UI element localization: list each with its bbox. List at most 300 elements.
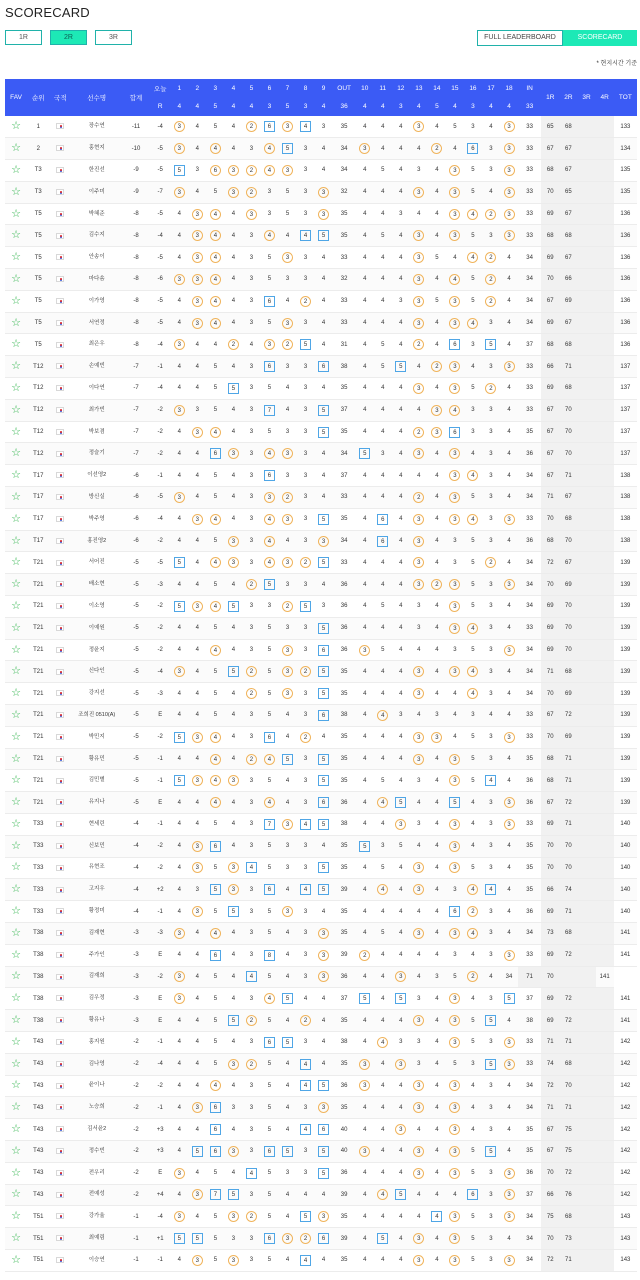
fav-cell[interactable] [5,1010,27,1032]
fav-cell[interactable] [5,1249,27,1271]
fav-cell[interactable] [5,247,27,269]
birdie-circle: 3 [449,318,460,329]
full-leaderboard-button[interactable]: FULL LEADERBOARD [477,30,563,46]
fav-cell[interactable] [5,116,27,138]
player-name[interactable]: 이가영 [72,290,122,312]
fav-cell[interactable] [5,770,27,792]
total-score: -5 [122,639,150,661]
round4-score [596,661,614,683]
star-icon[interactable]: ☆ [11,1035,22,1048]
fav-cell[interactable] [5,705,27,727]
star-icon[interactable]: ☆ [11,578,22,591]
star-icon[interactable]: ☆ [11,730,22,743]
hole-score: 5 [464,487,482,509]
hole-score [188,770,206,792]
star-icon[interactable]: ☆ [11,316,22,329]
hole-score [224,1140,242,1162]
hole-score [297,1075,315,1097]
col-hole: 9 [315,79,333,97]
in-score: 33 [518,203,541,225]
round2-score: 68 [559,661,577,683]
total-score: -5 [122,552,150,574]
fav-cell[interactable] [5,683,27,705]
fav-cell[interactable] [5,792,27,814]
hole-score: 4 [374,290,392,312]
player-name[interactable]: 강지선 [72,683,122,705]
nation-cell [49,334,71,356]
player-name[interactable]: 방신실 [72,487,122,509]
star-icon[interactable]: ☆ [11,1188,22,1201]
player-name[interactable]: 윤이나 [72,1075,122,1097]
birdie-circle: 4 [264,230,275,241]
out-score: 34 [333,138,356,160]
total-score: -2 [122,1031,150,1053]
star-icon[interactable]: ☆ [11,1014,22,1027]
player-name[interactable]: 최예림 [72,1228,122,1250]
hole-score: 3 [297,901,315,923]
hole-score [446,574,464,596]
fav-cell[interactable] [5,508,27,530]
hole-score [224,901,242,923]
star-icon[interactable]: ☆ [11,643,22,656]
scorecard-button[interactable]: SCORECARD [563,30,637,46]
korea-flag-icon [56,930,64,936]
hole-score: 4 [374,1140,392,1162]
player-name[interactable]: 이주미 [72,181,122,203]
birdie-circle: 3 [449,1211,460,1222]
fav-cell[interactable] [5,1184,27,1206]
star-icon[interactable]: ☆ [11,338,22,351]
player-name[interactable]: 박주영 [72,508,122,530]
star-icon[interactable]: ☆ [11,294,22,307]
birdie-circle: 3 [192,318,203,329]
star-icon[interactable]: ☆ [11,490,22,503]
fav-cell[interactable] [5,748,27,770]
star-icon[interactable]: ☆ [11,948,22,961]
player-name[interactable]: 황정미 [72,901,122,923]
birdie-circle: 3 [282,666,293,677]
fav-cell[interactable] [5,443,27,465]
player-name[interactable]: 이예원 [72,617,122,639]
star-icon[interactable]: ☆ [11,1166,22,1179]
player-name[interactable]: 현세린 [72,814,122,836]
fav-cell[interactable] [5,1075,27,1097]
hole-score [170,596,188,618]
rank-cell: T21 [27,574,49,596]
tot-score: 136 [614,225,637,247]
bogey-square: 5 [485,1146,496,1157]
hole-score: 5 [206,661,224,683]
player-name[interactable]: 홍현지 [72,138,122,160]
hole-score [170,922,188,944]
total-score: -5 [122,596,150,618]
today-score: -1 [150,1031,170,1053]
star-icon[interactable]: ☆ [11,905,22,918]
star-icon[interactable]: ☆ [11,687,22,700]
fav-cell[interactable] [5,1140,27,1162]
fav-cell[interactable] [5,1053,27,1075]
star-icon[interactable]: ☆ [11,1123,22,1136]
fav-cell[interactable] [5,639,27,661]
star-icon[interactable]: ☆ [11,621,22,634]
today-score: -2 [150,421,170,443]
player-name[interactable]: 장수연 [72,116,122,138]
in-score: 37 [518,1184,541,1206]
tab-round-1[interactable]: 1R [5,30,42,45]
star-icon[interactable]: ☆ [11,970,22,983]
star-icon[interactable]: ☆ [11,883,22,896]
birdie-circle: 2 [431,361,442,372]
player-name[interactable]: 박보겸 [72,421,122,443]
birdie-circle: 4 [210,775,221,786]
hole-score: 4 [188,1119,206,1141]
star-icon[interactable]: ☆ [11,251,22,264]
fav-cell[interactable] [5,225,27,247]
star-icon[interactable]: ☆ [11,142,22,155]
hole-score: 4 [356,160,374,182]
hole-score: 3 [297,312,315,334]
star-icon[interactable]: ☆ [11,1232,22,1245]
tab-round-3[interactable]: 3R [95,30,132,45]
player-name[interactable]: 김민별 [72,770,122,792]
hole-score: 5 [260,661,278,683]
col-hole: 16 [464,79,482,97]
player-name[interactable]: 정윤지 [72,639,122,661]
player-name[interactable]: 김서윤2 [72,1119,122,1141]
star-icon[interactable]: ☆ [11,1253,22,1266]
fav-cell[interactable] [5,290,27,312]
player-name[interactable]: 홍지원 [72,1031,122,1053]
hole-score: 3 [464,116,482,138]
birdie-circle: 2 [359,950,370,961]
hole-score: 3 [446,879,464,901]
fav-cell[interactable] [5,552,27,574]
nation-cell [49,1249,71,1271]
player-name[interactable]: 조희진 0510(A) [72,705,122,727]
fav-cell[interactable] [5,596,27,618]
round4-score [596,116,614,138]
player-name[interactable]: 신다인 [72,661,122,683]
player-name[interactable]: 노승희 [72,1097,122,1119]
fav-cell[interactable] [5,269,27,291]
player-name[interactable]: 박민지 [72,726,122,748]
round3-score [577,1228,595,1250]
fav-cell[interactable] [5,835,27,857]
hole-score: 4 [356,225,374,247]
fav-cell[interactable] [5,726,27,748]
fav-cell[interactable] [5,160,27,182]
hole-score: 4 [428,661,446,683]
player-name[interactable]: 배소현 [72,574,122,596]
star-icon[interactable]: ☆ [11,360,22,373]
fav-cell[interactable] [5,487,27,509]
birdie-circle: 4 [467,884,478,895]
birdie-circle: 4 [377,1037,388,1048]
fav-cell[interactable] [5,378,27,400]
fav-cell[interactable] [5,966,27,988]
star-icon[interactable]: ☆ [11,229,22,242]
total-score: -5 [122,705,150,727]
fav-cell[interactable] [5,203,27,225]
round1-score: 70 [541,857,559,879]
star-icon[interactable]: ☆ [11,992,22,1005]
hole-score [446,814,464,836]
birdie-circle: 2 [431,143,442,154]
player-name[interactable]: 김재현 [72,922,122,944]
player-name[interactable]: 최은우 [72,334,122,356]
player-name[interactable]: 정슬기 [72,443,122,465]
hole-score: 4 [170,225,188,247]
birdie-circle: 2 [413,427,424,438]
star-icon[interactable]: ☆ [11,665,22,678]
fav-cell[interactable] [5,1031,27,1053]
hole-score: 4 [428,203,446,225]
star-icon[interactable]: ☆ [11,1057,22,1070]
round4-score [596,356,614,378]
hole-score [374,705,392,727]
hole-score: 4 [428,944,446,966]
fav-cell[interactable] [5,181,27,203]
star-icon[interactable]: ☆ [11,120,22,133]
player-name[interactable]: 한진선 [72,160,122,182]
hole-score: 4 [170,617,188,639]
hole-score: 5 [464,726,482,748]
player-row [5,944,637,966]
birdie-circle: 3 [504,1255,515,1266]
total-score: -1 [122,1228,150,1250]
fav-cell[interactable] [5,617,27,639]
star-icon[interactable]: ☆ [11,272,22,285]
birdie-circle: 4 [264,514,275,525]
fav-cell[interactable] [5,988,27,1010]
star-icon[interactable]: ☆ [11,163,22,176]
hole-score [224,857,242,879]
fav-cell[interactable] [5,879,27,901]
birdie-circle: 3 [174,971,185,982]
player-name[interactable]: 김나영 [72,1053,122,1075]
fav-cell[interactable] [5,1228,27,1250]
bogey-square: 8 [264,950,275,961]
birdie-circle: 3 [192,1255,203,1266]
hole-score: 3 [242,726,260,748]
bogey-square: 4 [300,121,311,132]
total-score: -7 [122,443,150,465]
hole-score: 4 [356,705,374,727]
star-icon[interactable]: ☆ [11,512,22,525]
birdie-circle: 2 [246,754,257,765]
hole-score [170,138,188,160]
hole-score [446,1206,464,1228]
scorecard-table [5,79,637,1272]
today-score: -4 [150,225,170,247]
star-icon[interactable]: ☆ [11,839,22,852]
hole-score: 4 [356,269,374,291]
player-name[interactable]: 김우정 [72,988,122,1010]
star-icon[interactable]: ☆ [11,447,22,460]
hole-score [170,160,188,182]
hole-score [464,966,482,988]
korea-flag-icon [56,1257,64,1263]
star-icon[interactable]: ☆ [11,534,22,547]
player-name[interactable]: 이승연 [72,1249,122,1271]
hole-score: 5 [260,835,278,857]
player-name[interactable]: 주가인 [72,944,122,966]
bogey-square: 5 [282,754,293,765]
hole-score: 4 [410,203,428,225]
player-name[interactable]: 손예빈 [72,356,122,378]
hole-score: 5 [464,1140,482,1162]
star-icon[interactable]: ☆ [11,1079,22,1092]
star-icon[interactable]: ☆ [11,599,22,612]
fav-cell[interactable] [5,922,27,944]
fav-cell[interactable] [5,944,27,966]
player-name[interactable]: 황유민 [72,748,122,770]
hole-score [356,944,374,966]
hole-score: 4 [297,1184,315,1206]
nation-cell [49,574,71,596]
hole-score: 4 [170,835,188,857]
col-hole: 3 [206,79,224,97]
fav-cell[interactable] [5,814,27,836]
player-name[interactable]: 김수지 [72,225,122,247]
fav-cell[interactable] [5,421,27,443]
tab-round-2[interactable]: 2R [50,30,87,45]
star-icon[interactable]: ☆ [11,796,22,809]
star-icon[interactable]: ☆ [11,1210,22,1223]
hole-score: 4 [356,1119,374,1141]
hole-score [170,770,188,792]
player-name[interactable]: 전우리 [72,1162,122,1184]
player-name[interactable]: 신보민 [72,835,122,857]
player-name[interactable]: 홍진영2 [72,530,122,552]
fav-cell[interactable] [5,530,27,552]
hole-score: 4 [188,1010,206,1032]
player-name[interactable]: 이소영 [72,596,122,618]
birdie-circle: 4 [210,1080,221,1091]
fav-cell[interactable] [5,334,27,356]
fav-cell[interactable] [5,1206,27,1228]
star-icon[interactable]: ☆ [11,469,22,482]
star-icon[interactable]: ☆ [11,381,22,394]
korea-flag-icon [56,1192,64,1198]
star-icon[interactable]: ☆ [11,1144,22,1157]
hole-score [500,1184,518,1206]
player-name[interactable]: 이선영2 [72,465,122,487]
star-icon[interactable]: ☆ [11,861,22,874]
rank-cell: T12 [27,378,49,400]
birdie-circle: 3 [192,209,203,220]
star-icon[interactable]: ☆ [11,425,22,438]
fav-cell[interactable] [5,1097,27,1119]
hole-score [482,290,500,312]
hole-score [428,1206,446,1228]
round4-score [596,160,614,182]
in-score: 33 [518,1031,541,1053]
player-name[interactable]: 유현조 [72,857,122,879]
player-name[interactable]: 강가율 [72,1206,122,1228]
star-icon[interactable]: ☆ [11,207,22,220]
in-score: 38 [518,1010,541,1032]
player-name[interactable]: 서어진 [72,552,122,574]
fav-cell[interactable] [5,901,27,923]
player-name[interactable]: 박혜준 [72,203,122,225]
star-icon[interactable]: ☆ [11,556,22,569]
player-name[interactable]: 고지우 [72,879,122,901]
hole-score: 4 [374,116,392,138]
player-row [5,247,637,269]
star-icon[interactable]: ☆ [11,774,22,787]
fav-cell[interactable] [5,399,27,421]
fav-cell[interactable] [5,857,27,879]
hole-score: 4 [392,116,410,138]
player-name[interactable]: 유지나 [72,792,122,814]
hole-score [446,160,464,182]
star-icon[interactable]: ☆ [11,403,22,416]
fav-cell[interactable] [5,356,27,378]
round2-score: 68 [559,1053,577,1075]
birdie-circle: 3 [504,230,515,241]
fav-cell[interactable] [5,465,27,487]
round4-score [596,552,614,574]
star-icon[interactable]: ☆ [11,926,22,939]
player-name[interactable]: 황유나 [72,1010,122,1032]
fav-cell[interactable] [5,1119,27,1141]
korea-flag-icon [56,1235,64,1241]
birdie-circle: 3 [228,884,239,895]
col-rank: 순위 [27,79,49,116]
hole-score: 4 [356,770,374,792]
player-name[interactable]: 서연정 [72,312,122,334]
total-score: -10 [122,138,150,160]
hole-score: 4 [224,705,242,727]
birdie-circle: 3 [449,841,460,852]
birdie-circle: 4 [467,470,478,481]
hole-score [315,1206,333,1228]
hole-score: 4 [374,1119,392,1141]
star-icon[interactable]: ☆ [11,817,22,830]
player-name[interactable]: 정수빈 [72,1140,122,1162]
in-score: 34 [518,1228,541,1250]
player-name[interactable]: 마다솜 [72,269,122,291]
player-row [5,770,637,792]
star-icon[interactable]: ☆ [11,185,22,198]
hole-score: 5 [260,1097,278,1119]
player-name[interactable]: 전예성 [72,1184,122,1206]
round3-score [577,596,595,618]
star-icon[interactable]: ☆ [11,1101,22,1114]
fav-cell[interactable] [5,138,27,160]
fav-cell[interactable] [5,1162,27,1184]
fav-cell[interactable] [5,661,27,683]
player-name[interactable]: 이다연 [72,378,122,400]
star-icon[interactable]: ☆ [11,708,22,721]
total-score: -4 [122,814,150,836]
hole-score: 5 [206,487,224,509]
player-name[interactable]: 최가빈 [72,399,122,421]
hole-score: 4 [224,399,242,421]
player-name[interactable]: 김재희 [72,966,122,988]
hole-score [297,1119,315,1141]
fav-cell[interactable] [5,312,27,334]
hole-score [482,879,500,901]
hole-score: 3 [297,639,315,661]
player-name[interactable]: 안송이 [72,247,122,269]
hole-score: 4 [224,312,242,334]
bogey-square: 5 [395,1189,406,1200]
fav-cell[interactable] [5,574,27,596]
star-icon[interactable]: ☆ [11,752,22,765]
hole-score [446,465,464,487]
